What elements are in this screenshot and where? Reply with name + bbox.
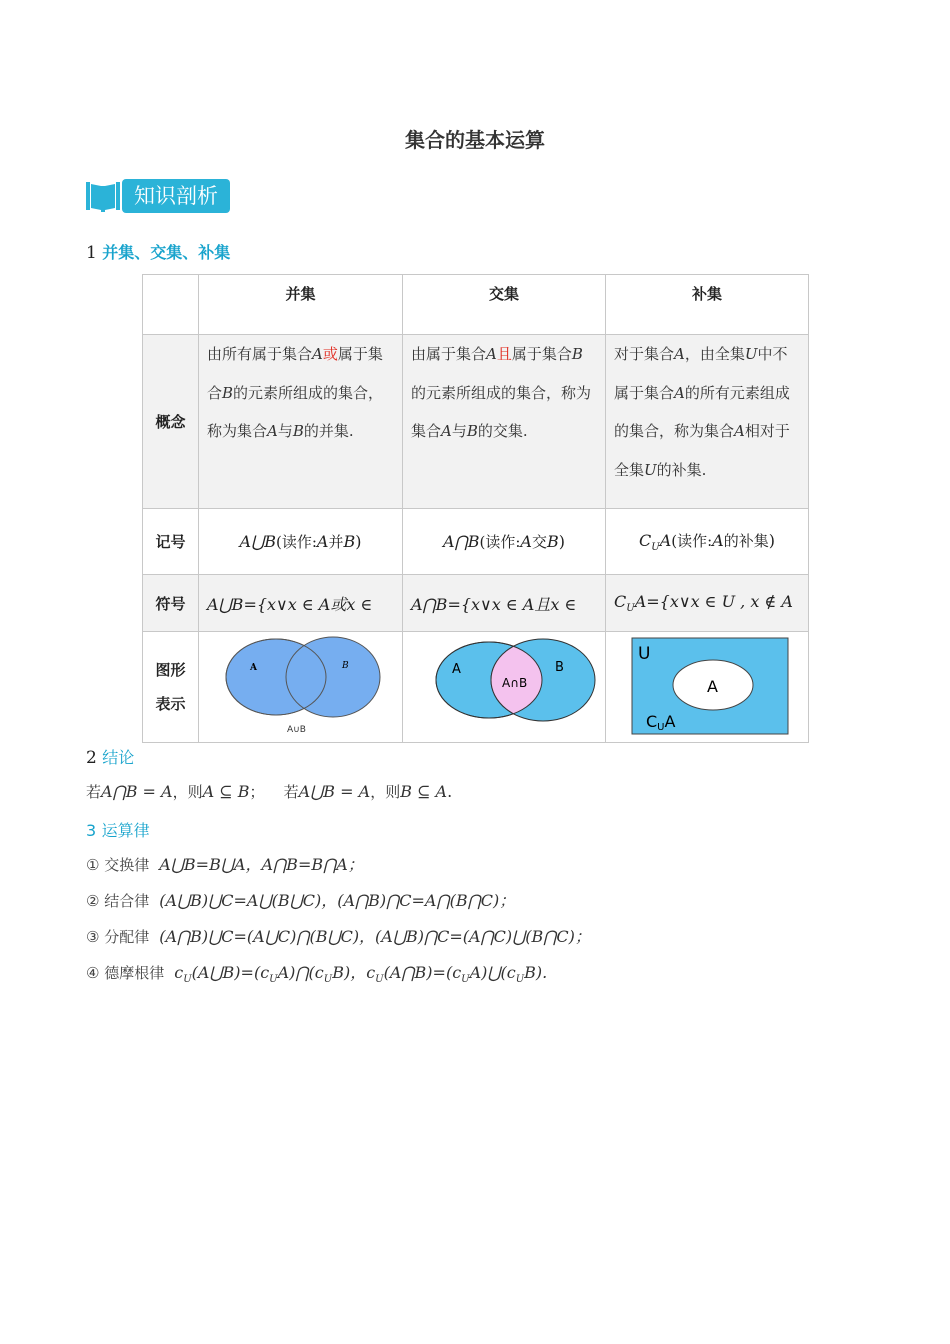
figure-intersection [403,632,606,743]
svg-text:A: A [452,661,461,677]
row-label-figure: 图形 表示 [143,632,199,743]
figure-complement [606,632,809,743]
svg-text:A: A [707,676,718,696]
table-row-symbol [143,575,809,632]
banner-label: 知识剖析 [122,179,230,213]
row-label-notation: 记号 [143,509,199,575]
symbol-union: A⋃B={x∨x ∈ A或x ∈ [199,575,403,632]
law-commutative: ① 交换律 A⋃B=B⋃A，A⋂B=B⋂A； [86,855,364,874]
svg-text:B: B [341,660,349,671]
set-operations-table [142,274,809,743]
notation-intersection: A⋂B(读作:A交B) [403,509,606,575]
law-distributive: ③ 分配律 (A⋂B)⋃C=(A⋃C)⋂(B⋃C)，(A⋃B)⋂C=(A⋂C)⋃(B⋂C)； [86,927,591,946]
concept-union: 由所有属于集合A或属于集合B的元素所组成的集合，称为集合A与B的并集. [199,335,403,509]
law-associative: ② 结合律 (A⋃B)⋃C=A⋃(B⋃C)，(A⋂B)⋂C=A⋂(B⋂C)； [86,891,516,910]
page-title: 集合的基本运算 [405,128,545,152]
row-label-concept: 概念 [143,335,199,509]
table-row-notation [143,509,809,575]
conclusion-line: 若A⋂B = A，则A ⊆ B； 若A⋃B = A，则B ⊆ A. [86,782,453,801]
header-complement: 补集 [606,275,809,335]
table-row-header [143,275,809,335]
svg-text:U: U [638,643,651,664]
table-corner [143,275,199,335]
section-2-heading: 2 结论 [86,748,135,768]
symbol-complement: $C_UA=\{x\vee x$ ∈ U , x ∉ A [606,575,809,632]
intersection-venn-diagram [409,633,599,738]
book-icon [86,178,120,214]
svg-text:A∪B: A∪B [286,724,306,735]
concept-intersection: 由属于集合A且属于集合B的元素所组成的集合，称为集合A与B的交集. [403,335,606,509]
table-row-concept [143,335,809,509]
symbol-intersection: A⋂B={x∨x ∈ A且x ∈ [403,575,606,632]
svg-text:A∩B: A∩B [502,675,528,690]
complement-diagram [607,633,807,738]
table-row-figure [143,632,809,743]
svg-text:A: A [249,662,257,673]
section-banner [86,178,230,214]
notation-union: A⋃B(读作:A并B) [199,509,403,575]
figure-union [199,632,403,743]
section-3-heading: 3 运算律 [86,821,150,840]
svg-text:B: B [555,659,564,675]
header-union: 并集 [199,275,403,335]
notation-complement: $C_UA$(读作:A的补集) [606,509,809,575]
svg-text:CUA: CUA [646,711,676,733]
concept-complement: 对于集合A，由全集U中不属于集合A的所有元素组成的集合，称为集合A相对于全集U的补集. [606,335,809,509]
row-label-symbol: 符号 [143,575,199,632]
header-intersection: 交集 [403,275,606,335]
law-de-morgan: ④ 德摩根律 $c_U(A⋃B)=(c_UA)⋂(c_UB)$，$c_U(A⋂B)=(c_UA)⋃(c_UB)$. [86,963,548,986]
section-1-heading: 1 并集、交集、补集 [86,243,231,263]
union-venn-diagram [206,633,396,738]
